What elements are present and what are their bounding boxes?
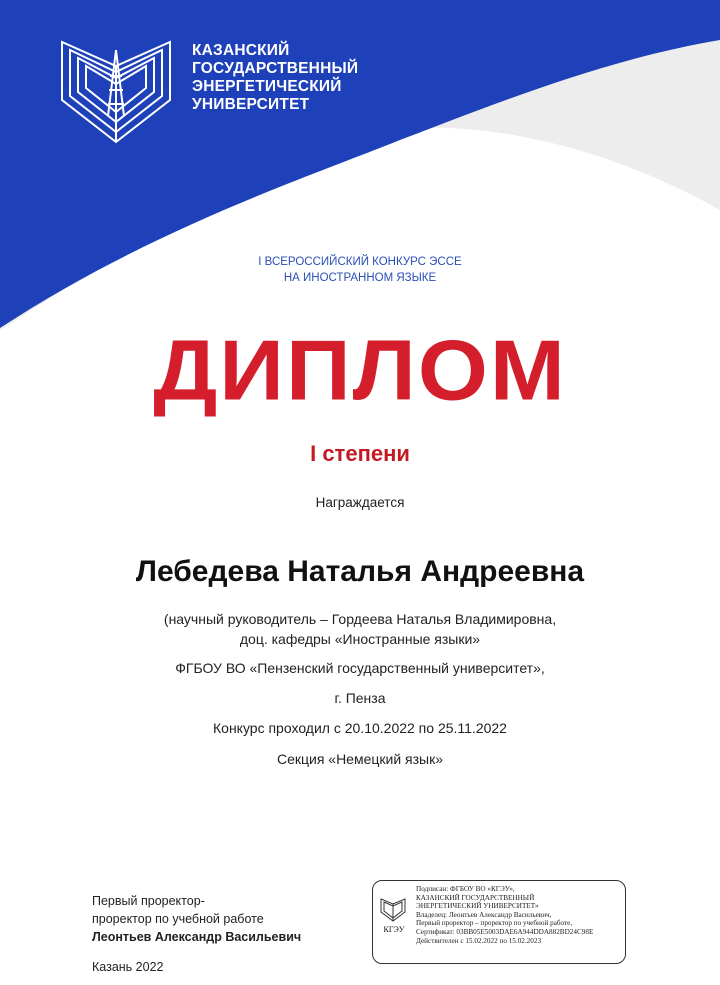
stamp-line: Подписан: ФГБОУ ВО «КГЭУ», (416, 885, 515, 893)
signatory-block (92, 892, 301, 946)
university-emblem-icon (379, 895, 407, 923)
awarded-label: Награждается (315, 495, 405, 510)
city-year: Казань 2022 (92, 960, 164, 974)
contest-title (0, 254, 720, 286)
department-line: доц. кафедры «Иностранные языки» (239, 631, 481, 647)
city-line: г. Пенза (334, 690, 386, 706)
contest-title-line1: I ВСЕРОССИЙСКИЙ КОНКУРС ЭССЕ (258, 256, 462, 268)
diploma-degree: I степени (310, 441, 410, 466)
stamp-line: Сертификат: 03BB05E5003DAE6A944DDA882BD24C98E (416, 927, 594, 936)
university-name-line: ЭНЕРГЕТИЧЕСКИЙ (192, 78, 342, 95)
electronic-signature-stamp (372, 880, 626, 964)
institution-line: ФГБОУ ВО «Пензенский государственный университет», (175, 660, 545, 676)
stamp-line: КАЗАНСКИЙ ГОСУДАРСТВЕННЫЙ (416, 893, 535, 902)
university-name (192, 42, 358, 114)
contest-dates-line: Конкурс проходил с 20.10.2022 по 25.11.2022 (213, 720, 507, 736)
signatory-position-line2: проректор по учебной работе (92, 912, 264, 926)
stamp-abbreviation: КГЭУ (383, 925, 405, 934)
signatory-position-line1: Первый проректор- (92, 894, 205, 908)
university-emblem-icon (52, 30, 180, 150)
stamp-line: Владелец: Леонтьев Александр Васильевич, (416, 910, 552, 919)
diploma-title: ДИПЛОМ (153, 323, 567, 419)
stamp-line: ЭНЕРГЕТИЧЕСКИЙ УНИВЕРСИТЕТ» (416, 902, 539, 911)
stamp-line: Первый проректор – проректор по учебной работе, (416, 919, 573, 928)
university-name-line: ГОСУДАРСТВЕННЫЙ (192, 60, 359, 77)
contest-title-line2: НА ИНОСТРАННОМ ЯЗЫКЕ (283, 272, 437, 284)
university-name-line: КАЗАНСКИЙ (192, 42, 290, 59)
university-name-line: УНИВЕРСИТЕТ (192, 96, 310, 113)
signatory-name: Леонтьев Александр Васильевич (92, 930, 302, 944)
section-line: Секция «Немецкий язык» (276, 751, 444, 767)
stamp-line: Действителен с 15.02.2022 по 15.02.2023 (416, 936, 542, 945)
stamp-text (416, 885, 593, 945)
supervisor-line: (научный руководитель – Гордеева Наталья Владимировна, (163, 611, 557, 627)
recipient-name: Лебедева Наталья Андреевна (135, 555, 585, 588)
